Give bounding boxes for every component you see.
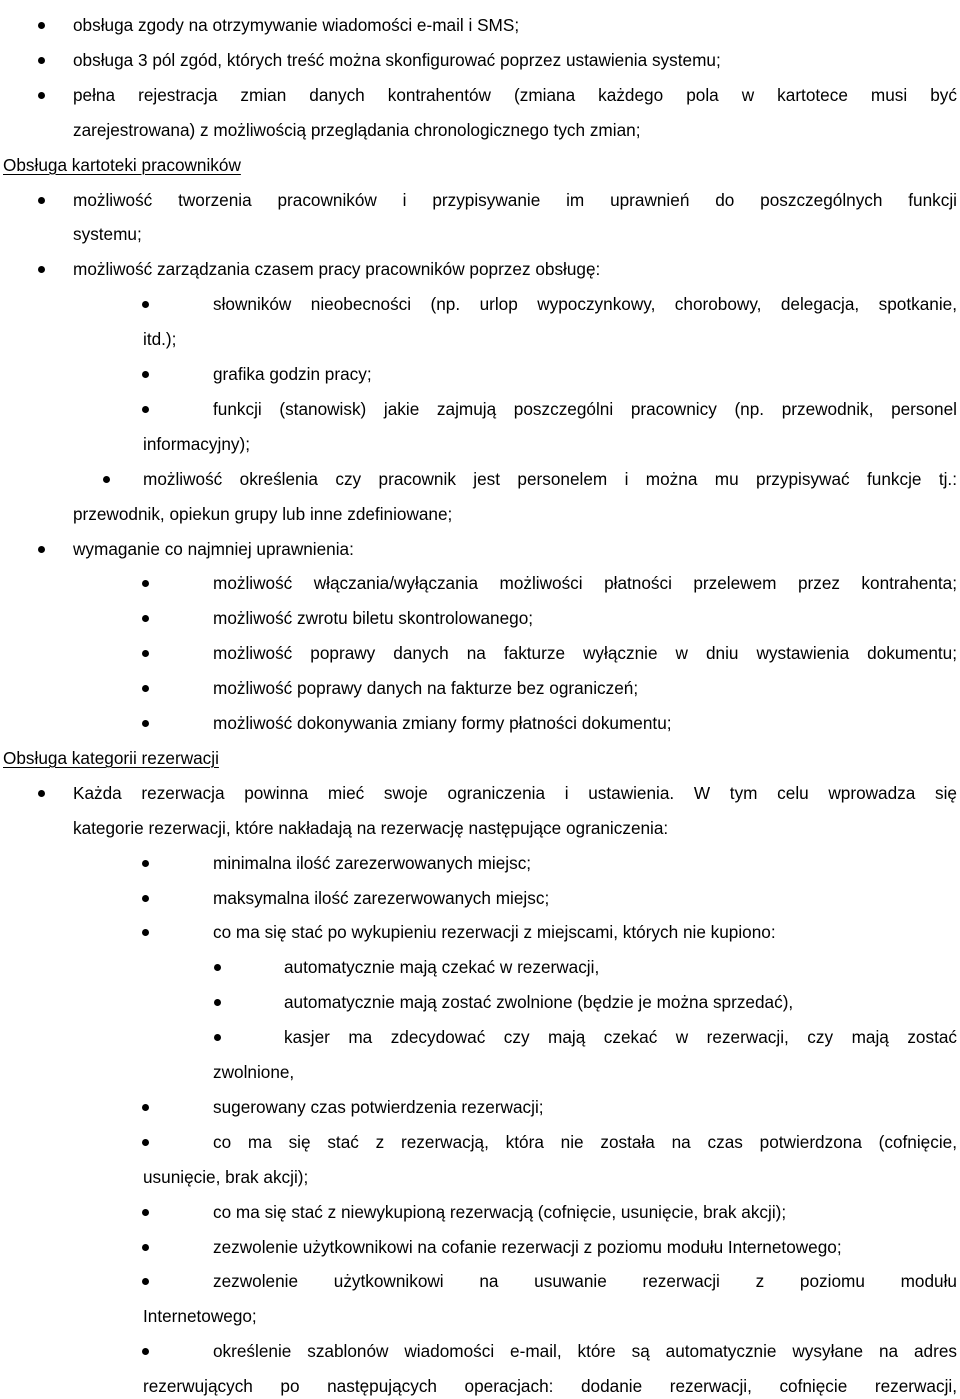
line-text: grafika godzin pracy; <box>213 364 372 384</box>
line-text: Każda rezerwacja powinna mieć swoje ograniczenia i ustawienia. W tym celu wprowadza się <box>73 782 957 803</box>
line-text: obsługa zgody na otrzymywanie wiadomości e-mail i SMS; <box>73 15 520 35</box>
bullet-icon <box>142 371 149 378</box>
line-text: systemu; <box>73 224 142 245</box>
line-text: obsługa 3 pól zgód, których treść można skonfigurować poprzez ustawienia systemu; <box>73 49 721 70</box>
bullet-icon <box>142 580 149 587</box>
bullet-icon <box>142 1244 149 1251</box>
bullet-icon <box>103 476 110 483</box>
line-text: maksymalna ilość zarezerwowanych miejsc; <box>213 887 550 908</box>
line-text: rezerwujących po następujących operacjach: dodanie rezerwacji, cofnięcie rezerwacji, <box>143 1376 957 1397</box>
bullet-icon <box>38 197 45 204</box>
line-text: zarejestrowana) z możliwością przeglądania chronologicznego tych zmian; <box>73 119 641 140</box>
line-text: itd.); <box>143 329 177 350</box>
line-text: pełna rejestracja zmian danych kontrahentów (zmiana każdego pola w kartotece musi być <box>73 84 957 105</box>
bullet-icon <box>214 999 221 1006</box>
line-text: słowników nieobecności (np. urlop wypoczynkowy, chorobowy, delegacja, spotkanie, <box>213 294 957 315</box>
line-text: usunięcie, brak akcji); <box>143 1166 309 1187</box>
line-text: automatycznie mają czekać w rezerwacji, <box>284 957 600 978</box>
bullet-icon <box>142 615 149 622</box>
line-text: co ma się stać po wykupieniu rezerwacji z miejscami, których nie kupiono: <box>213 922 776 943</box>
line-text: zezwolenie użytkownikowi na usuwanie rezerwacji z poziomu modułu <box>213 1271 957 1292</box>
line-text: zezwolenie użytkownikowi na cofanie rezerwacji z poziomu modułu Internetowego; <box>213 1236 842 1257</box>
line-text: automatycznie mają zostać zwolnione (będzie je można sprzedać), <box>284 992 794 1013</box>
bullet-icon <box>38 57 45 64</box>
bullet-icon <box>142 860 149 867</box>
line-text: możliwość poprawy danych na fakturze wyłącznie w dniu wystawienia dokumentu; <box>213 643 957 664</box>
line-text: możliwość tworzenia pracowników i przypisywanie im uprawnień do poszczególnych funkcji <box>73 189 957 210</box>
bullet-icon <box>142 301 149 308</box>
bullet-icon <box>38 92 45 99</box>
line-text: co ma się stać z rezerwacją, która nie została na czas potwierdzona (cofnięcie, <box>213 1131 957 1152</box>
bullet-icon <box>142 895 149 902</box>
line-text: określenie szablonów wiadomości e-mail, które są automatycznie wysyłane na adres <box>213 1341 957 1362</box>
section-heading-text: Obsługa kategorii rezerwacji <box>3 747 219 768</box>
bullet-icon <box>214 964 221 971</box>
line-text: minimalna ilość zarezerwowanych miejsc; <box>213 852 532 873</box>
bullet-icon <box>142 1278 149 1285</box>
bullet-icon <box>214 1034 221 1041</box>
bullet-icon <box>38 22 45 29</box>
line-text: Internetowego; <box>143 1306 257 1327</box>
line-text: możliwość włączania/wyłączania możliwości płatności przelewem przez kontrahenta; <box>213 573 957 594</box>
line-text: kategorie rezerwacji, które nakładają na rezerwację następujące ograniczenia: <box>73 817 669 838</box>
bullet-icon <box>38 546 45 553</box>
line-text: zwolnione, <box>213 1062 295 1082</box>
bullet-icon <box>142 929 149 936</box>
bullet-icon <box>142 720 149 727</box>
bullet-icon <box>38 790 45 797</box>
line-text: możliwość zwrotu biletu skontrolowanego; <box>213 608 534 629</box>
line-text: możliwość poprawy danych na fakturze bez ograniczeń; <box>213 678 639 699</box>
bullet-icon <box>142 685 149 692</box>
line-text: informacyjny); <box>143 433 250 454</box>
bullet-icon <box>38 266 45 273</box>
line-text: przewodnik, opiekun grupy lub inne zdefiniowane; <box>73 503 453 524</box>
line-text: możliwość zarządzania czasem pracy pracowników poprzez obsługę: <box>73 259 601 280</box>
bullet-icon <box>142 1209 149 1216</box>
line-text: wymaganie co najmniej uprawnienia: <box>73 538 354 559</box>
section-heading-text: Obsługa kartoteki pracowników <box>3 154 241 175</box>
bullet-icon <box>142 1139 149 1146</box>
bullet-icon <box>142 1348 149 1355</box>
line-text: kasjer ma zdecydować czy mają czekać w rezerwacji, czy mają zostać <box>284 1027 957 1048</box>
line-text: możliwość określenia czy pracownik jest personelem i można mu przypisywać funkcje tj.: <box>143 468 957 489</box>
line-text: funkcji (stanowisk) jakie zajmują poszczególni pracownicy (np. przewodnik, personel <box>213 398 957 419</box>
line-text: sugerowany czas potwierdzenia rezerwacji; <box>213 1096 544 1117</box>
bullet-icon <box>142 1104 149 1111</box>
line-text: co ma się stać z niewykupioną rezerwacją (cofnięcie, usunięcie, brak akcji); <box>213 1201 787 1222</box>
line-text: możliwość dokonywania zmiany formy płatności dokumentu; <box>213 713 672 733</box>
bullet-icon <box>142 650 149 657</box>
bullet-icon <box>142 406 149 413</box>
